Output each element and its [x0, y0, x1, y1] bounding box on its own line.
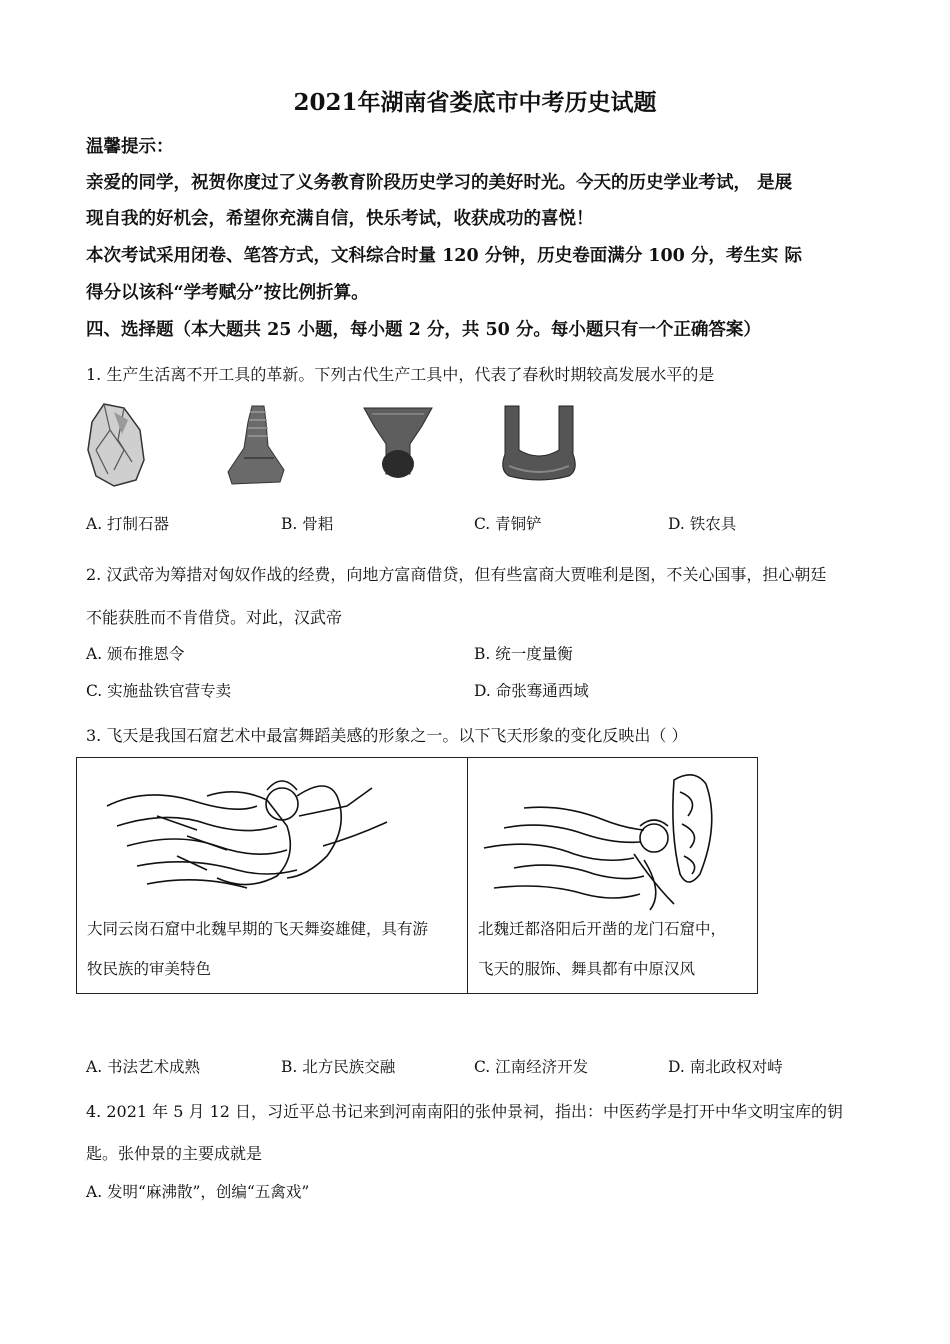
- tip-line: 本次考试采用闭卷、笔答方式，文科综合时量 120 分钟，历史卷面满分 100 分，考生实 际: [86, 246, 803, 266]
- tip-line: 得分以该科“学考赋分”按比例折算。: [86, 283, 369, 303]
- yungang-caption-line1: 大同云岗石窟中北魏早期的飞天舞姿雄健，具有游: [87, 920, 429, 938]
- q2-option-b[interactable]: B. 统一度量衡: [474, 645, 573, 663]
- yungang-apsara-drawing: [87, 766, 417, 906]
- q4-stem-line2: 匙。张仲景的主要成就是: [86, 1144, 263, 1163]
- yungang-caption-line2: 牧民族的审美特色: [87, 960, 212, 978]
- q3-option-d[interactable]: D. 南北政权对峙: [668, 1058, 783, 1076]
- longmen-apsara-drawing: [474, 764, 744, 914]
- flying-apsara-table: [76, 757, 758, 994]
- tip-line: 现自我的好机会，希望你充满自信，快乐考试，收获成功的喜悦！: [86, 209, 594, 229]
- q2-option-a[interactable]: A. 颁布推恩令: [86, 645, 185, 663]
- section-heading: 四、选择题（本大题共 25 小题，每小题 2 分，共 50 分。每小题只有一个正确答案）: [86, 320, 761, 340]
- bronze-shovel-image: [362, 404, 434, 484]
- chipped-stone-tool-image: [84, 400, 146, 488]
- q2-option-d[interactable]: D. 命张骞通西域: [474, 682, 589, 700]
- tip-heading: 温馨提示：: [86, 137, 174, 157]
- longmen-caption-line2: 飞天的服饰、舞具都有中原汉风: [478, 960, 696, 978]
- q3-stem: 3. 飞天是我国石窟艺术中最富舞蹈美感的形象之一。以下飞天形象的变化反映出（ ）: [86, 726, 688, 745]
- q4-stem-line1: 4. 2021 年 5 月 12 日，习近平总书记来到河南南阳的张仲景祠，指出：中医药学是打开中华文明宝库的钥: [86, 1102, 844, 1121]
- page-title: 2021年湖南省娄底市中考历史试题: [293, 89, 657, 116]
- q1-option-c[interactable]: C. 青铜铲: [474, 515, 542, 533]
- q1-option-d[interactable]: D. 铁农具: [668, 515, 737, 533]
- q1-option-a[interactable]: A. 打制石器: [86, 515, 170, 533]
- longmen-cell: [468, 758, 756, 993]
- longmen-caption-line1: 北魏迁都洛阳后开凿的龙门石窟中，: [478, 920, 727, 938]
- q1-stem: 1. 生产生活离不开工具的革新。下列古代生产工具中，代表了春秋时期较高发展水平的是: [86, 365, 715, 384]
- bone-spade-image: [224, 402, 290, 488]
- q2-stem-line1: 2. 汉武帝为筹措对匈奴作战的经费，向地方富商借贷，但有些富商大贾唯利是图，不关心国事，担心朝廷: [86, 565, 827, 584]
- yungang-cell: [77, 758, 468, 993]
- q3-option-c[interactable]: C. 江南经济开发: [474, 1058, 589, 1076]
- q2-stem-line2: 不能获胜而不肯借贷。对此，汉武帝: [86, 608, 343, 627]
- q4-option-a[interactable]: A. 发明“麻沸散”，创编“五禽戏”: [86, 1183, 310, 1201]
- q3-option-a[interactable]: A. 书法艺术成熟: [86, 1058, 201, 1076]
- iron-farm-tool-image: [497, 404, 581, 482]
- q1-option-b[interactable]: B. 骨耜: [281, 515, 334, 533]
- q2-option-c[interactable]: C. 实施盐铁官营专卖: [86, 682, 232, 700]
- q3-option-b[interactable]: B. 北方民族交融: [281, 1058, 396, 1076]
- tip-line: 亲爱的同学，祝贺你度过了义务教育阶段历史学习的美好时光。今天的历史学业考试， 是展: [86, 173, 793, 193]
